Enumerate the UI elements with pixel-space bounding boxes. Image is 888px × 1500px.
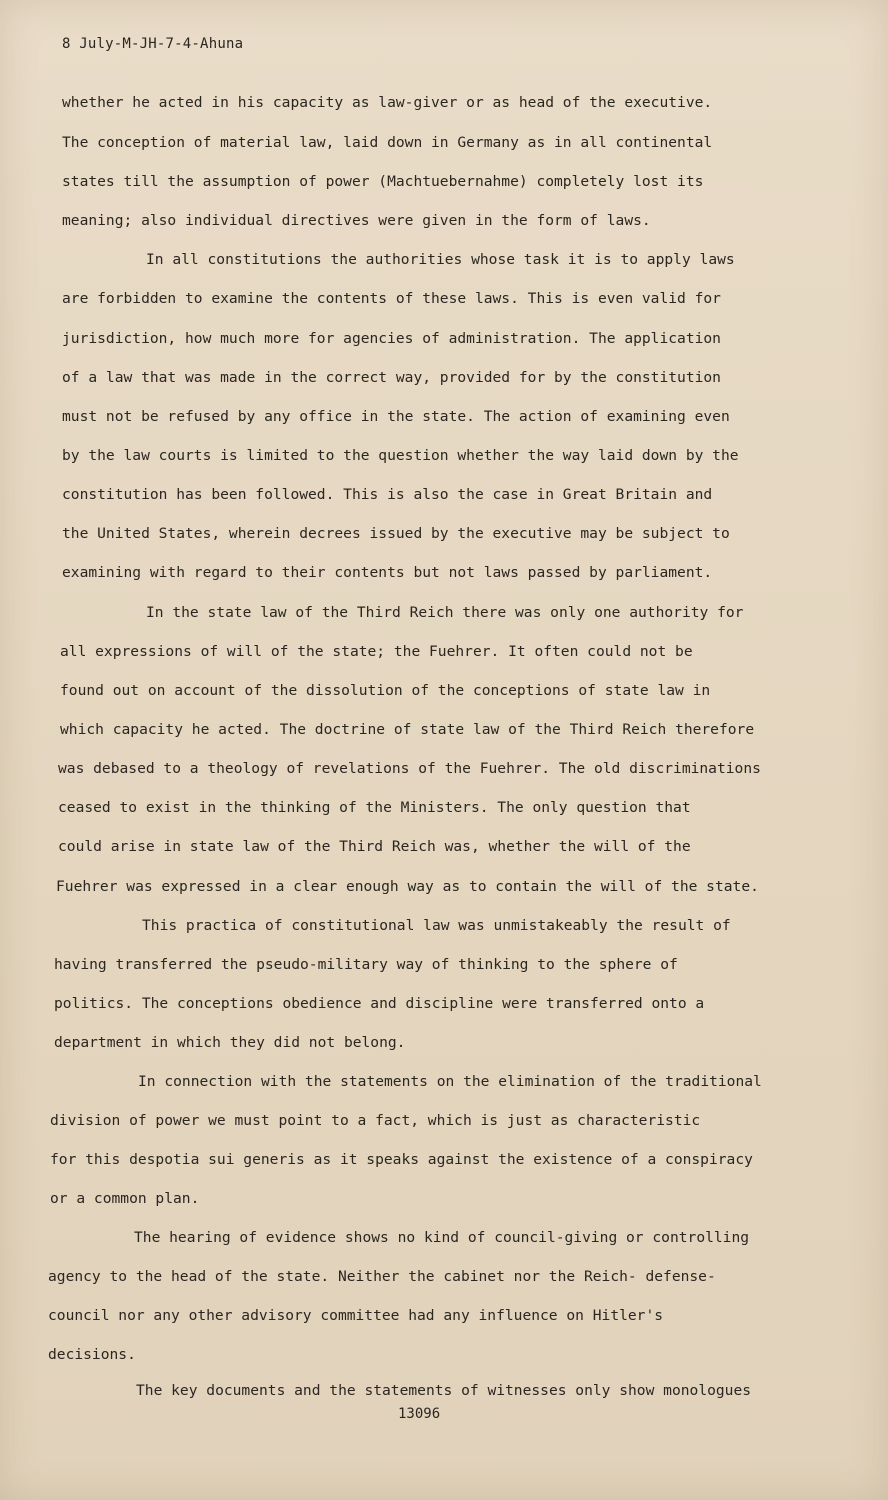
text-line: or a common plan. bbox=[50, 1190, 200, 1207]
text-line: which capacity he acted. The doctrine of state law of the Third Reich therefore bbox=[60, 721, 755, 738]
text-line: The conception of material law, laid down in Germany as in all continental bbox=[62, 134, 713, 151]
text-line: constitution has been followed. This is also the case in Great Britain and bbox=[62, 486, 713, 503]
text-line: decisions. bbox=[48, 1346, 136, 1363]
text-line: This practica of constitutional law was unmistakeably the result of bbox=[142, 917, 731, 934]
text-line: division of power we must point to a fact, which is just as characteristic bbox=[50, 1112, 701, 1129]
text-line: whether he acted in his capacity as law-giver or as head of the executive. bbox=[62, 94, 713, 111]
text-line: could arise in state law of the Third Reich was, whether the will of the bbox=[58, 838, 691, 855]
text-line: agency to the head of the state. Neither the cabinet nor the Reich- defense- bbox=[48, 1268, 716, 1285]
text-line: meaning; also individual directives were given in the form of laws. bbox=[62, 212, 651, 229]
text-line: politics. The conceptions obedience and discipline were transferred onto a bbox=[54, 995, 705, 1012]
text-line: states till the assumption of power (Machtuebernahme) completely lost its bbox=[62, 173, 704, 190]
text-line: In all constitutions the authorities whose task it is to apply laws bbox=[146, 251, 735, 268]
text-line: council nor any other advisory committee had any influence on Hitler's bbox=[48, 1307, 664, 1324]
text-line: The key documents and the statements of witnesses only show monologues bbox=[136, 1382, 752, 1399]
text-line: of a law that was made in the correct way, provided for by the constitution bbox=[62, 369, 721, 386]
text-line: In the state law of the Third Reich there was only one authority for bbox=[146, 604, 744, 621]
text-line: In connection with the statements on the elimination of the traditional bbox=[138, 1073, 762, 1090]
text-line: found out on account of the dissolution of the conceptions of state law in bbox=[60, 682, 711, 699]
text-line: the United States, wherein decrees issued by the executive may be subject to bbox=[62, 525, 730, 542]
text-line: all expressions of will of the state; the Fuehrer. It often could not be bbox=[60, 643, 693, 660]
page-reference: 8 July-M-JH-7-4-Ahuna bbox=[62, 36, 244, 52]
text-line: having transferred the pseudo-military way of thinking to the sphere of bbox=[54, 956, 678, 973]
text-line: are forbidden to examine the contents of these laws. This is even valid for bbox=[62, 290, 721, 307]
text-line: Fuehrer was expressed in a clear enough way as to contain the will of the state. bbox=[56, 878, 759, 895]
text-line: for this despotia sui generis as it speaks against the existence of a conspiracy bbox=[50, 1151, 753, 1168]
text-line: must not be refused by any office in the state. The action of examining even bbox=[62, 408, 730, 425]
text-line: was debased to a theology of revelations of the Fuehrer. The old discriminations bbox=[58, 760, 761, 777]
text-line: by the law courts is limited to the question whether the way laid down by the bbox=[62, 447, 739, 464]
page-number: 13096 bbox=[398, 1406, 441, 1422]
text-line: department in which they did not belong. bbox=[54, 1034, 406, 1051]
text-line: The hearing of evidence shows no kind of council-giving or controlling bbox=[134, 1229, 750, 1246]
text-line: jurisdiction, how much more for agencies of administration. The application bbox=[62, 330, 721, 347]
text-line: examining with regard to their contents but not laws passed by parliament. bbox=[62, 564, 713, 581]
text-line: ceased to exist in the thinking of the Ministers. The only question that bbox=[58, 799, 691, 816]
